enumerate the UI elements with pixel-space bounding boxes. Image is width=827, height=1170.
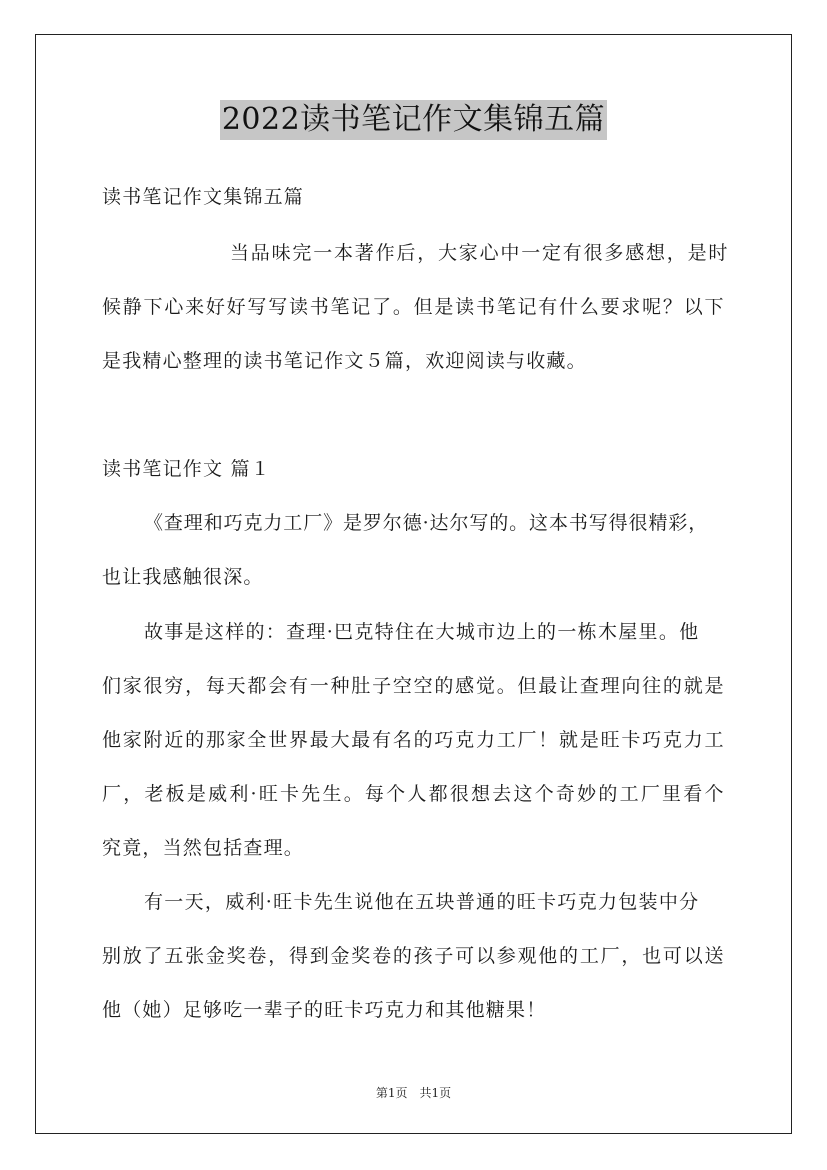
paragraph3-line-2: 别放了五张金奖卷，得到金奖卷的孩子可以参观他的工厂，也可以送 (102, 945, 724, 967)
paragraph1-line-2: 也让我感触很深。 (102, 566, 264, 588)
paragraph3-line-3: 他（她）足够吃一辈子的旺卡巧克力和其他糖果！ (102, 999, 547, 1021)
intro-line-3: 是我精心整理的读书笔记作文５篇，欢迎阅读与收藏。 (102, 350, 587, 372)
intro-line-2: 候静下心来好好写写读书笔记了。但是读书笔记有什么要求呢？以下 (102, 296, 724, 318)
paragraph1-line-1: 《查理和巧克力工厂》是罗尔德·达尔写的。这本书写得很精彩， (144, 512, 709, 534)
paragraph2-line-1: 故事是这样的：查理·巴克特住在大城市边上的一栋木屋里。他 (144, 621, 700, 643)
paragraph2-line-3: 他家附近的那家全世界最大最有名的巧克力工厂！就是旺卡巧克力工 (102, 729, 724, 751)
paragraph2-line-2: 们家很穷，每天都会有一种肚子空空的感觉。但最让查理向往的就是 (102, 675, 724, 697)
paragraph2-line-4: 厂，老板是威利·旺卡先生。每个人都很想去这个奇妙的工厂里看个 (102, 783, 724, 805)
paragraph2-line-5: 究竟，当然包括查理。 (102, 837, 305, 859)
section-heading: 读书笔记作文 篇１ (102, 458, 271, 480)
subtitle: 读书笔记作文集锦五篇 (102, 186, 305, 208)
intro-line-1: 当品味完一本著作后，大家心中一定有很多感想，是时 (230, 242, 730, 264)
title-container (0, 100, 827, 140)
page-footer: 第1页 共1页 (375, 1086, 452, 1100)
paragraph3-line-1: 有一天，威利·旺卡先生说他在五块普通的旺卡巧克力包装中分 (144, 891, 700, 913)
document-title: 2022读书笔记作文集锦五篇 (220, 100, 607, 140)
